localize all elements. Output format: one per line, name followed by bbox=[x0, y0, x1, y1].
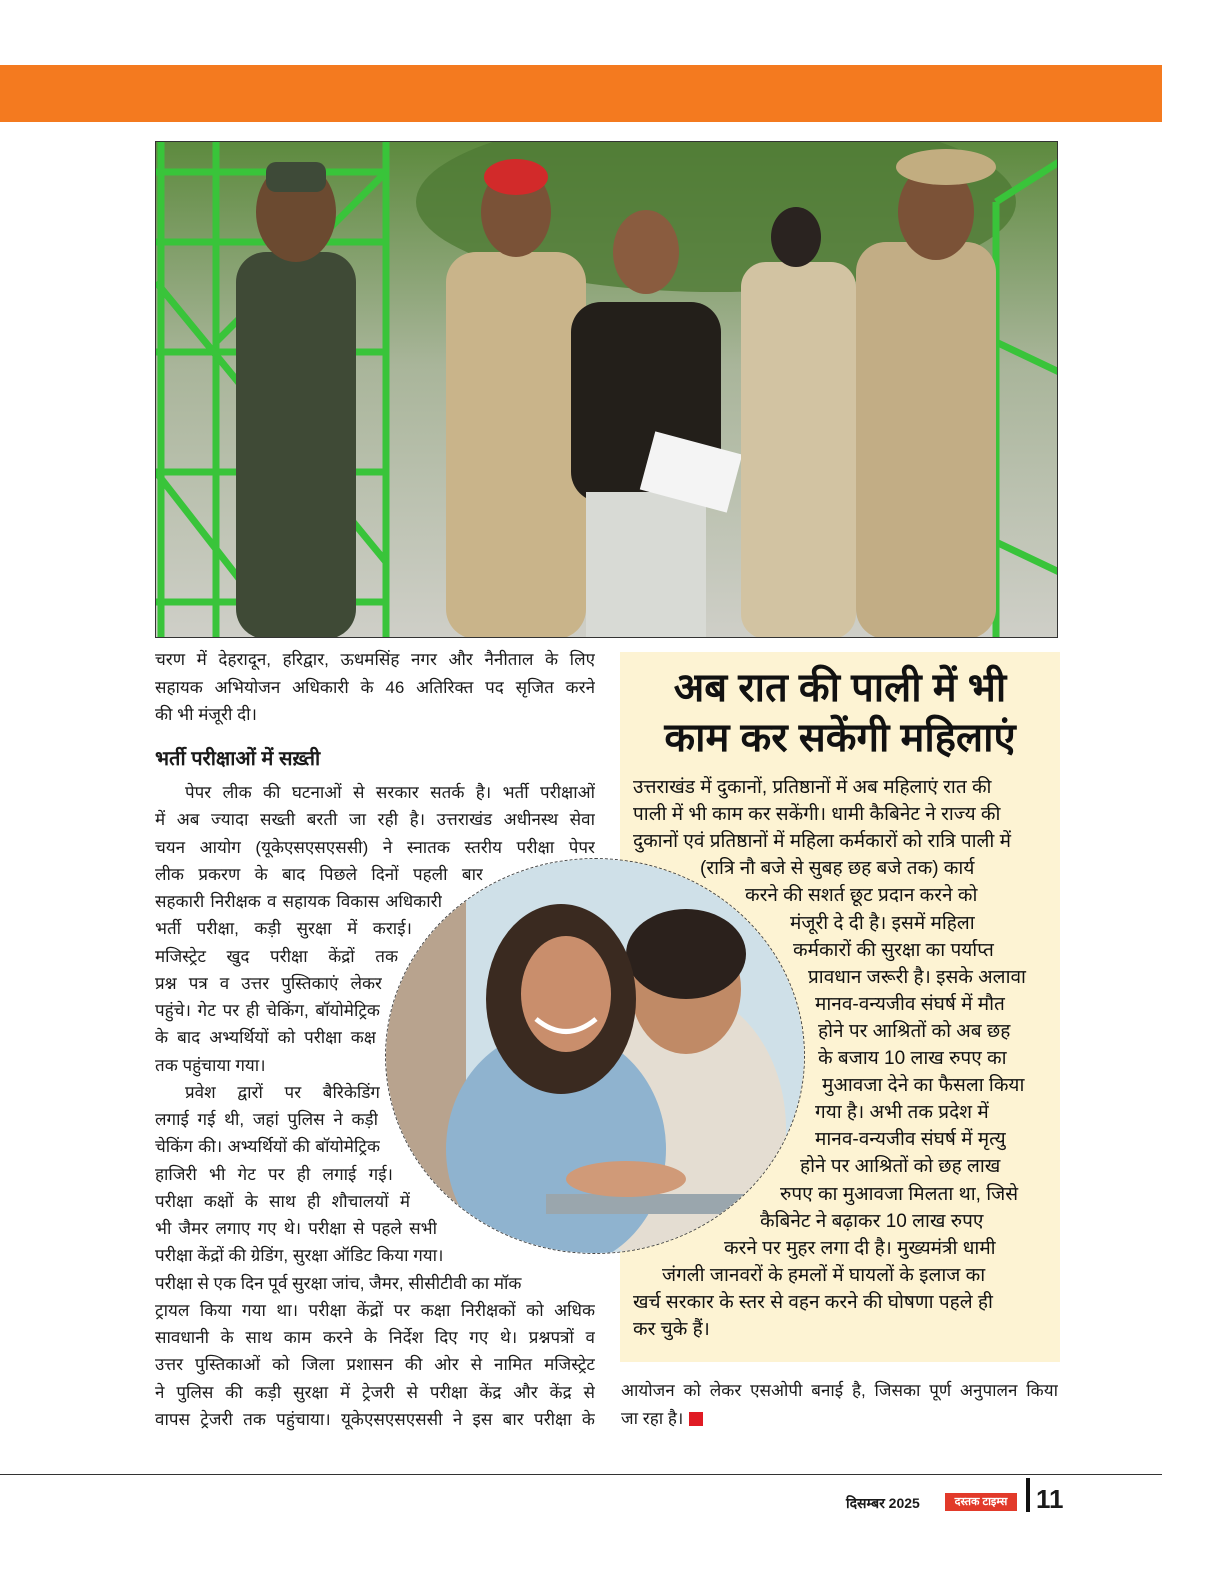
box-text-line: कैबिनेट ने बढ़ाकर 10 लाख रुपए bbox=[760, 1210, 984, 1232]
header-accent-bar bbox=[0, 65, 1162, 122]
box-text-line: दुकानों एवं प्रतिष्ठानों में महिला कर्मकारों को रात्रि पाली में bbox=[633, 831, 1011, 853]
box-text-line: जंगली जानवरों के हमलों में घायलों के इलाज का bbox=[662, 1264, 986, 1286]
text-line: हाजिरी भी गेट पर ही लगाई गई। bbox=[155, 1164, 393, 1184]
text-line: आयोजन को लेकर एसओपी बनाई है, जिसका पूर्ण अनुपालन किया bbox=[621, 1381, 1058, 1400]
box-text-line: करने की सशर्त छूट प्रदान करने को bbox=[745, 885, 978, 907]
box-text-line: मंजूरी दे दी है। इसमें महिला bbox=[790, 912, 975, 934]
text-line: की भी मंजूरी दी। bbox=[155, 705, 257, 724]
text-line: चरण में देहरादून, हरिद्वार, ऊधमसिंह नगर और नैनीताल के लिए bbox=[155, 650, 595, 669]
text-line: वापस ट्रेजरी तक पहुंचाया। यूकेएसएसएससी ने इस बार परीक्षा के bbox=[155, 1409, 595, 1429]
text-line: परीक्षा से एक दिन पूर्व सुरक्षा जांच, जैमर, सीसीटीवी का मॉक bbox=[155, 1273, 522, 1293]
box-text-line: कर चुके हैं। bbox=[633, 1319, 710, 1340]
text-line: सावधानी के साथ काम करने के निर्देश दिए गए थे। प्रश्नपत्रों व bbox=[155, 1328, 595, 1347]
text-line: सहायक अभियोजन अधिकारी के 46 अतिरिक्त पद सृजित करने bbox=[155, 677, 595, 697]
text-line: चेकिंग की। अभ्यर्थियों की बॉयोमेट्रिक bbox=[155, 1137, 380, 1157]
box-text-line: मुआवजा देने का फैसला किया bbox=[822, 1075, 1025, 1097]
box-title-line-2: काम कर सकेंगी महिलाएं bbox=[664, 716, 1016, 760]
text-line: भी जैमर लगाए गए थे। परीक्षा से पहले सभी bbox=[155, 1219, 437, 1238]
footer-separator bbox=[1026, 1478, 1030, 1512]
text-line: सहकारी निरीक्षक व सहायक विकास अधिकारी bbox=[155, 892, 442, 911]
box-text-line: कर्मकारों की सुरक्षा का पर्याप्त bbox=[793, 939, 994, 961]
text-line: उत्तर पुस्तिकाओं को जिला प्रशासन की ओर से नामित मजिस्ट्रेट bbox=[155, 1355, 595, 1375]
end-of-article-mark bbox=[689, 1412, 703, 1426]
text-line: पहुंचे। गेट पर ही चेकिंग, बॉयोमेट्रिक bbox=[155, 1001, 380, 1020]
text-line: लगाई गई थी, जहां पुलिस ने कड़ी bbox=[155, 1110, 378, 1129]
text-line: ट्रायल किया गया था। परीक्षा केंद्रों पर कक्षा निरीक्षकों को अधिक bbox=[155, 1300, 595, 1320]
box-text-line: होने पर आश्रितों को अब छह bbox=[818, 1020, 1011, 1042]
footer-divider bbox=[0, 1474, 1162, 1475]
box-text-line: (रात्रि नौ बजे से सुबह छह बजे तक) कार्य bbox=[700, 858, 975, 880]
magazine-logo: दस्तक टाइम्स bbox=[945, 1493, 1017, 1511]
box-text-line: होने पर आश्रितों को छह लाख bbox=[800, 1156, 1001, 1178]
text-line: परीक्षा केंद्रों की ग्रेडिंग, सुरक्षा ऑडिट किया गया। bbox=[155, 1246, 444, 1266]
text-line: मजिस्ट्रेट खुद परीक्षा केंद्रों तक bbox=[155, 946, 398, 966]
text-line: तक पहुंचाया गया। bbox=[155, 1055, 266, 1075]
text-line: भर्ती परीक्षा, कड़ी सुरक्षा में कराई। bbox=[155, 919, 412, 939]
box-text-line: खर्च सरकार के स्तर से वहन करने की घोषणा पहले ही bbox=[633, 1291, 993, 1313]
women-at-work-photo bbox=[385, 858, 805, 1254]
box-text-line: मानव-वन्यजीव संघर्ष में मौत bbox=[815, 993, 1005, 1015]
text-line: चयन आयोग (यूकेएसएसएससी) ने स्नातक स्तरीय परीक्षा पेपर bbox=[155, 837, 595, 857]
box-text-line: मानव-वन्यजीव संघर्ष में मृत्यु bbox=[815, 1129, 1006, 1151]
box-text-line: उत्तराखंड में दुकानों, प्रतिष्ठानों में अब महिलाएं रात की bbox=[633, 777, 992, 798]
box-text-line: के बजाय 10 लाख रुपए का bbox=[818, 1048, 1007, 1069]
box-text-line: रुपए का मुआवजा मिलता था, जिसे bbox=[780, 1183, 1019, 1205]
text-line: ने पुलिस की कड़ी सुरक्षा में ट्रेजरी से परीक्षा केंद्र और केंद्र से bbox=[155, 1382, 595, 1402]
news-photo-exam-security bbox=[155, 141, 1058, 638]
text-line: के बाद अभ्यर्थियों को परीक्षा कक्ष bbox=[155, 1028, 376, 1048]
text-line: जा रहा है। bbox=[621, 1408, 703, 1430]
text-line: लीक प्रकरण के बाद पिछले दिनों पहली बार bbox=[155, 864, 483, 884]
page-number: 11 bbox=[1036, 1484, 1064, 1514]
text-line: प्रवेश द्वारों पर बैरिकेडिंग bbox=[185, 1082, 380, 1102]
text-line: परीक्षा कक्षों के साथ ही शौचालयों में bbox=[155, 1191, 410, 1211]
issue-date: दिसम्बर 2025 bbox=[846, 1495, 920, 1511]
text-line: पेपर लीक की घटनाओं से सरकार सतर्क है। भर्ती परीक्षाओं bbox=[185, 783, 595, 802]
box-text-line: प्रावधान जरूरी है। इसके अलावा bbox=[808, 966, 1026, 988]
text-line: प्रश्न पत्र व उत्तर पुस्तिकाएं लेकर bbox=[155, 973, 382, 993]
text-line: में अब ज्यादा सख्ती बरती जा रही है। उत्तराखंड अधीनस्थ सेवा bbox=[155, 810, 595, 830]
box-title-line-1: अब रात की पाली में भी bbox=[673, 666, 1007, 710]
box-text-line: करने पर मुहर लगा दी है। मुख्यमंत्री धामी bbox=[724, 1237, 996, 1259]
section-subheading: भर्ती परीक्षाओं में सख़्ती bbox=[155, 748, 321, 770]
box-text-line: गया है। अभी तक प्रदेश में bbox=[815, 1102, 989, 1124]
box-text-line: पाली में भी काम कर सकेंगी। धामी कैबिनेट ने राज्य की bbox=[633, 804, 1001, 826]
